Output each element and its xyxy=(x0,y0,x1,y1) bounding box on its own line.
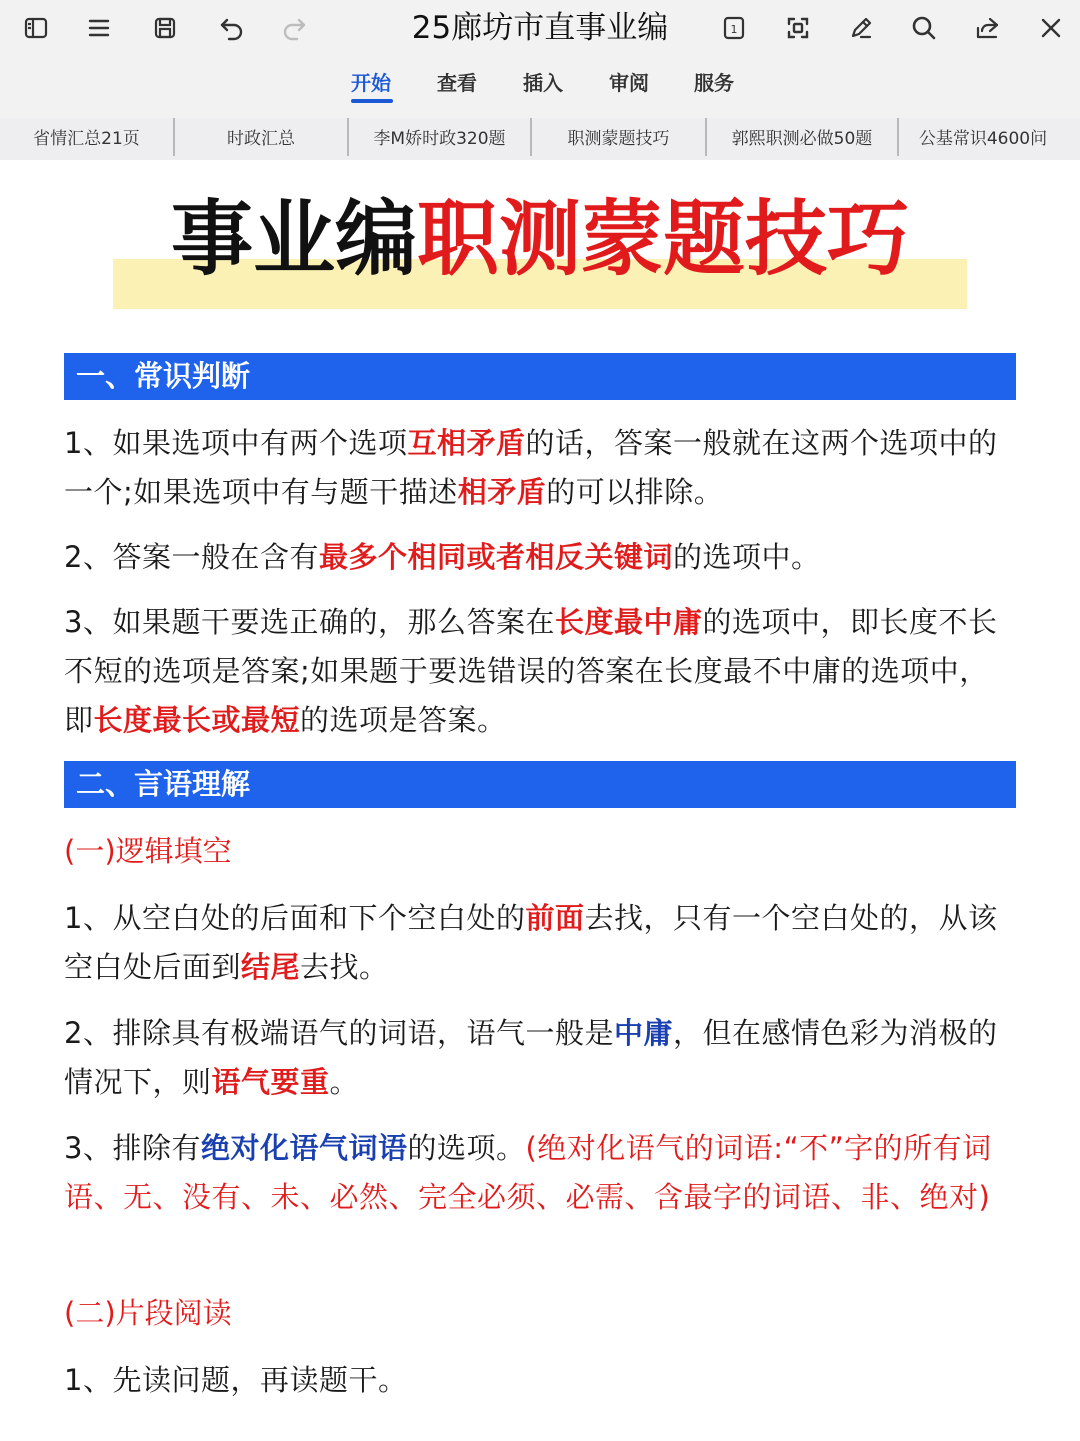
list-item: 3、排除有绝对化语气词语的选项。(绝对化语气的词语:“不”字的所有词语、无、没有、未、必然、完全必须、必需、含最字的词语、非、绝对) xyxy=(64,1131,992,1214)
undo-icon[interactable] xyxy=(214,10,250,46)
bookmark-item[interactable]: 郭熙职测必做50题 xyxy=(731,129,873,149)
list-item: 1、先读问题，再读题干。 xyxy=(64,1363,408,1397)
sub-heading: (一)逻辑填空 xyxy=(64,834,232,868)
bookmark-item[interactable]: 公基常识4600问 xyxy=(918,129,1048,149)
bookmark-item[interactable]: 职测蒙题技巧 xyxy=(567,129,670,149)
bookmark-item[interactable]: 李M娇时政320题 xyxy=(373,129,506,149)
sidebar-toggle-icon[interactable] xyxy=(18,10,54,46)
document-title: 25廊坊市直事业编 xyxy=(411,10,669,46)
menu-icon[interactable] xyxy=(81,10,117,46)
tab-review[interactable]: 审阅 xyxy=(609,71,649,95)
fullscreen-icon[interactable] xyxy=(780,10,816,46)
list-item: 1、从空白处的后面和下个空白处的前面去找，只有一个空白处的，从该空白处后面到结尾去找。 xyxy=(64,901,998,984)
close-icon[interactable] xyxy=(1033,10,1069,46)
bookmark-item[interactable]: 省情汇总21页 xyxy=(33,129,140,149)
edit-pen-icon[interactable] xyxy=(843,10,879,46)
list-item: 1、如果选项中有两个选项互相矛盾的话，答案一般就在这两个选项中的一个;如果选项中有与题干描述相矛盾的可以排除。 xyxy=(64,426,998,509)
sub-heading: (二)片段阅读 xyxy=(64,1296,232,1330)
document-heading xyxy=(0,180,1080,320)
tab-insert[interactable]: 插入 xyxy=(523,71,563,95)
redo-icon[interactable] xyxy=(276,10,312,46)
top-toolbar xyxy=(0,0,1080,118)
title-black-part: 事业编 xyxy=(170,191,417,287)
share-icon[interactable] xyxy=(970,10,1006,46)
bookmark-item[interactable]: 时政汇总 xyxy=(227,129,295,149)
bookmark-bar xyxy=(0,118,1080,160)
svg-text:1: 1 xyxy=(730,23,738,36)
tab-view[interactable]: 查看 xyxy=(437,71,477,95)
active-tab-indicator xyxy=(351,99,393,103)
tab-start[interactable]: 开始 xyxy=(351,71,391,95)
section-heading: 一、常识判断 xyxy=(64,353,1016,400)
ribbon-tabs xyxy=(0,66,1080,106)
tab-services[interactable]: 服务 xyxy=(694,71,734,95)
list-item: 2、排除具有极端语气的词语，语气一般是中庸，但在感情色彩为消极的情况下，则语气要重。 xyxy=(64,1016,998,1099)
list-item: 3、如果题干要选正确的，那么答案在长度最中庸的选项中，即长度不长不短的选项是答案;如果题于要选错误的答案在长度最不中庸的选项中，即长度最长或最短的选项是答案。 xyxy=(64,605,998,737)
save-icon[interactable] xyxy=(147,10,183,46)
section-heading: 二、言语理解 xyxy=(64,761,1016,808)
list-item: 2、答案一般在含有最多个相同或者相反关键词的选项中。 xyxy=(64,540,821,574)
search-icon[interactable] xyxy=(906,10,942,46)
title-red-part: 职测蒙题技巧 xyxy=(417,191,910,287)
page-title xyxy=(0,184,1080,294)
page-count-icon[interactable] xyxy=(716,10,752,46)
